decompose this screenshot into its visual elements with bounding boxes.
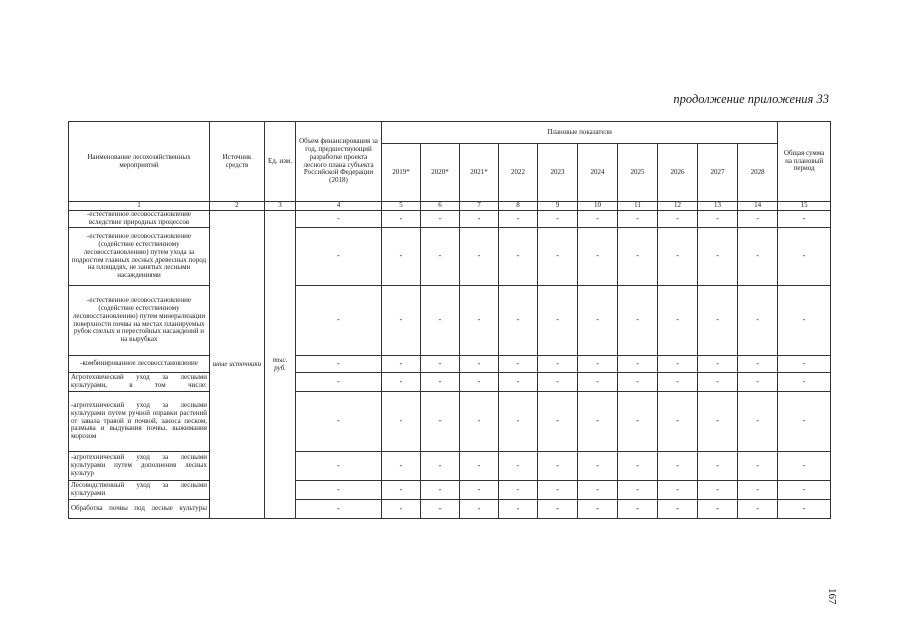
table-row bbox=[69, 452, 831, 481]
value-cell: - bbox=[778, 500, 831, 519]
header-year: 2026 bbox=[658, 144, 698, 202]
value-cell: - bbox=[658, 481, 698, 500]
source-cell: иные источники bbox=[210, 211, 265, 519]
value-cell: - bbox=[738, 373, 778, 392]
value-cell: - bbox=[296, 481, 382, 500]
value-cell: - bbox=[738, 211, 778, 228]
page-number: 167 bbox=[826, 588, 838, 605]
value-cell: - bbox=[578, 452, 618, 481]
table-row bbox=[69, 228, 831, 286]
header-year: 2020* bbox=[421, 144, 460, 202]
table-row bbox=[69, 481, 831, 500]
value-cell: - bbox=[382, 211, 421, 228]
header-source: Источник средств bbox=[210, 122, 265, 202]
value-cell: - bbox=[538, 356, 578, 373]
value-cell: - bbox=[499, 286, 538, 356]
column-number: 6 bbox=[421, 202, 460, 211]
value-cell: - bbox=[382, 481, 421, 500]
value-cell: - bbox=[382, 452, 421, 481]
value-cell: - bbox=[698, 500, 738, 519]
column-number: 12 bbox=[658, 202, 698, 211]
header-planned: Плановые показатели bbox=[382, 122, 778, 144]
value-cell: - bbox=[538, 452, 578, 481]
header-total: Общая сумма на плановый период bbox=[778, 122, 831, 202]
value-cell: - bbox=[698, 286, 738, 356]
value-cell: - bbox=[538, 392, 578, 452]
value-cell: - bbox=[421, 356, 460, 373]
value-cell: - bbox=[578, 500, 618, 519]
value-cell: - bbox=[778, 452, 831, 481]
value-cell: - bbox=[618, 500, 658, 519]
value-cell: - bbox=[421, 228, 460, 286]
activity-name: -естественное лесовосстановление (содействие естественному лесовосстановлению) путем минерализации поверхности почвы на местах планируемых рубок спелых и перестойных насаждений и на вырубках bbox=[69, 286, 210, 356]
value-cell: - bbox=[460, 481, 499, 500]
value-cell: - bbox=[499, 452, 538, 481]
table-row bbox=[69, 373, 831, 392]
value-cell: - bbox=[738, 500, 778, 519]
value-cell: - bbox=[460, 356, 499, 373]
activity-name: Агротехнический уход за лесными культурами, в том числе: bbox=[69, 373, 210, 392]
value-cell: - bbox=[296, 373, 382, 392]
value-cell: - bbox=[460, 373, 499, 392]
value-cell: - bbox=[538, 373, 578, 392]
table-row bbox=[69, 286, 831, 356]
value-cell: - bbox=[421, 286, 460, 356]
value-cell: - bbox=[698, 452, 738, 481]
value-cell: - bbox=[778, 228, 831, 286]
value-cell: - bbox=[698, 392, 738, 452]
table-row bbox=[69, 500, 831, 519]
plan-table bbox=[68, 121, 831, 519]
value-cell: - bbox=[421, 392, 460, 452]
column-number: 14 bbox=[738, 202, 778, 211]
value-cell: - bbox=[658, 373, 698, 392]
activity-name: -комбинированное лесовосстановление bbox=[69, 356, 210, 373]
value-cell: - bbox=[578, 392, 618, 452]
column-number: 4 bbox=[296, 202, 382, 211]
value-cell: - bbox=[499, 373, 538, 392]
activity-name: -естественное лесовосстановление вследствие природных процессов bbox=[69, 211, 210, 228]
value-cell: - bbox=[421, 500, 460, 519]
value-cell: - bbox=[499, 481, 538, 500]
header-year: 2021* bbox=[460, 144, 499, 202]
value-cell: - bbox=[382, 373, 421, 392]
value-cell: - bbox=[698, 228, 738, 286]
value-cell: - bbox=[698, 211, 738, 228]
value-cell: - bbox=[296, 356, 382, 373]
value-cell: - bbox=[499, 211, 538, 228]
value-cell: - bbox=[578, 481, 618, 500]
value-cell: - bbox=[658, 286, 698, 356]
value-cell: - bbox=[578, 356, 618, 373]
value-cell: - bbox=[460, 452, 499, 481]
activity-name: -агротехнический уход за лесными культурами путем ручной оправки растений от завала травой и почвой, заноса песком, размыва и выдувания почвы, выжимания морозом bbox=[69, 392, 210, 452]
value-cell: - bbox=[618, 452, 658, 481]
value-cell: - bbox=[382, 392, 421, 452]
value-cell: - bbox=[578, 211, 618, 228]
header-unit: Ед. изм. bbox=[265, 122, 296, 202]
column-number: 9 bbox=[538, 202, 578, 211]
value-cell: - bbox=[778, 481, 831, 500]
column-number: 15 bbox=[778, 202, 831, 211]
header-financing: Объем финансирования за год, предшествующий разработке проекта лесного плана субъекта Российской Федерации (2018) bbox=[296, 122, 382, 202]
header-year: 2019* bbox=[382, 144, 421, 202]
column-number: 5 bbox=[382, 202, 421, 211]
value-cell: - bbox=[658, 392, 698, 452]
column-number: 10 bbox=[578, 202, 618, 211]
value-cell: - bbox=[296, 211, 382, 228]
value-cell: - bbox=[658, 211, 698, 228]
value-cell: - bbox=[778, 392, 831, 452]
column-number: 3 bbox=[265, 202, 296, 211]
value-cell: - bbox=[618, 392, 658, 452]
header-year: 2025 bbox=[618, 144, 658, 202]
value-cell: - bbox=[738, 228, 778, 286]
column-number: 1 bbox=[69, 202, 210, 211]
column-number: 8 bbox=[499, 202, 538, 211]
value-cell: - bbox=[538, 286, 578, 356]
value-cell: - bbox=[698, 481, 738, 500]
value-cell: - bbox=[538, 228, 578, 286]
header-year: 2027 bbox=[698, 144, 738, 202]
value-cell: - bbox=[460, 286, 499, 356]
value-cell: - bbox=[296, 228, 382, 286]
value-cell: - bbox=[499, 500, 538, 519]
value-cell: - bbox=[738, 481, 778, 500]
value-cell: - bbox=[578, 373, 618, 392]
activity-name: -агротехнический уход за лесными культурами путем дополнения лесных культур bbox=[69, 452, 210, 481]
header-year: 2024 bbox=[578, 144, 618, 202]
column-number: 2 bbox=[210, 202, 265, 211]
value-cell: - bbox=[778, 286, 831, 356]
value-cell: - bbox=[382, 286, 421, 356]
value-cell: - bbox=[778, 356, 831, 373]
activity-name: Лесоводственный уход за лесными культурами bbox=[69, 481, 210, 500]
table-row bbox=[69, 392, 831, 452]
value-cell: - bbox=[618, 286, 658, 356]
column-number: 7 bbox=[460, 202, 499, 211]
value-cell: - bbox=[538, 500, 578, 519]
value-cell: - bbox=[698, 373, 738, 392]
value-cell: - bbox=[499, 392, 538, 452]
value-cell: - bbox=[382, 356, 421, 373]
unit-cell: тыс. руб. bbox=[265, 211, 296, 519]
activity-name: -естественное лесовосстановление (содействие естественному лесовосстановлению) путем ухода за подростом главных лесных древесных пород на площадях, не занятых лесными насаждениями bbox=[69, 228, 210, 286]
value-cell: - bbox=[738, 356, 778, 373]
value-cell: - bbox=[296, 452, 382, 481]
value-cell: - bbox=[778, 373, 831, 392]
continuation-heading: продолжение приложения 33 bbox=[673, 92, 829, 106]
column-number: 11 bbox=[618, 202, 658, 211]
value-cell: - bbox=[738, 286, 778, 356]
value-cell: - bbox=[421, 481, 460, 500]
header-year: 2023 bbox=[538, 144, 578, 202]
value-cell: - bbox=[296, 392, 382, 452]
header-year: 2022 bbox=[499, 144, 538, 202]
value-cell: - bbox=[499, 228, 538, 286]
column-number: 13 bbox=[698, 202, 738, 211]
value-cell: - bbox=[658, 228, 698, 286]
table-row bbox=[69, 356, 831, 373]
value-cell: - bbox=[460, 211, 499, 228]
value-cell: - bbox=[499, 356, 538, 373]
value-cell: - bbox=[698, 356, 738, 373]
value-cell: - bbox=[460, 392, 499, 452]
value-cell: - bbox=[658, 500, 698, 519]
header-year: 2028 bbox=[738, 144, 778, 202]
value-cell: - bbox=[296, 286, 382, 356]
value-cell: - bbox=[578, 228, 618, 286]
value-cell: - bbox=[538, 211, 578, 228]
value-cell: - bbox=[538, 481, 578, 500]
value-cell: - bbox=[658, 452, 698, 481]
value-cell: - bbox=[658, 356, 698, 373]
value-cell: - bbox=[382, 228, 421, 286]
value-cell: - bbox=[618, 228, 658, 286]
value-cell: - bbox=[421, 373, 460, 392]
activity-name: Обработка почвы под лесные культуры bbox=[69, 500, 210, 519]
value-cell: - bbox=[738, 392, 778, 452]
header-name: Наименование лесохозяйственных мероприятий bbox=[69, 122, 210, 202]
table-row bbox=[69, 211, 831, 228]
value-cell: - bbox=[421, 211, 460, 228]
value-cell: - bbox=[618, 481, 658, 500]
value-cell: - bbox=[618, 211, 658, 228]
value-cell: - bbox=[738, 452, 778, 481]
value-cell: - bbox=[618, 356, 658, 373]
value-cell: - bbox=[778, 211, 831, 228]
value-cell: - bbox=[296, 500, 382, 519]
value-cell: - bbox=[460, 500, 499, 519]
value-cell: - bbox=[382, 500, 421, 519]
value-cell: - bbox=[618, 373, 658, 392]
value-cell: - bbox=[578, 286, 618, 356]
value-cell: - bbox=[421, 452, 460, 481]
value-cell: - bbox=[460, 228, 499, 286]
